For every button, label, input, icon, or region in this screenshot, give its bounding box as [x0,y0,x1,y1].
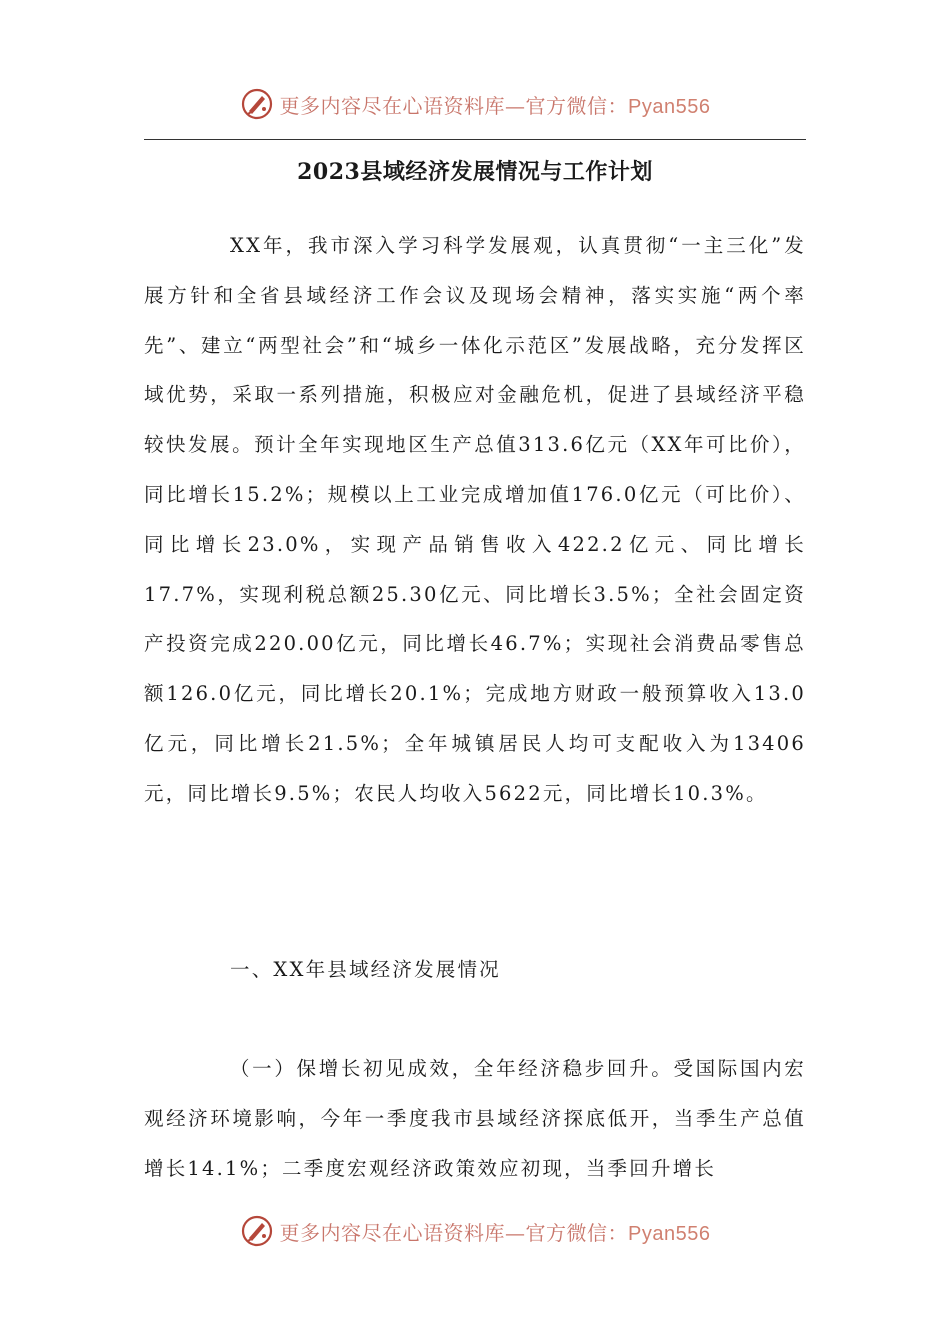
watermark-account: Pyan556 [628,1222,711,1245]
section-heading: 一、XX年县域经济发展情况 [230,958,501,981]
section-paragraph: （一）保增长初见成效，全年经济稳步回升。受国际国内宏观经济环境影响，今年一季度我市县域经济探底低开，当季生产总值增长14.1%；二季度宏观经济政策效应初现，当季回升增长 [144,1057,806,1180]
intro-paragraph: XX年，我市深入学习科学发展观，认真贯彻“一主三化”发展方针和全省县域经济工作会议及现场会精神，落实实施“两个率先”、建立“两型社会”和“城乡一体化示范区”发展战略，充分发挥区域优势，采取一系列措施，积极应对金融危机，促进了县域经济平稳较快发展。预计全年实现地区生产总值313.6亿元（XX年可比价），同比增长15.2%；规模以上工业完成增加值176.0亿元（可比价）、同比增长23.0%，实现产品销售收入422.2亿元、同比增长17.7%，实现利税总额25.30亿元、同比增长3.5%；全社会固定资产投资完成220.00亿元，同比增长46.7%；实现社会消费品零售总额126.0亿元，同比增长20.1%；完成地方财政一般预算收入13.0亿元，同比增长21.5%；全年城镇居民人均可支配收入为13406元，同比增长9.5%；农民人均收入5622元，同比增长10.3%。 [144,234,806,805]
header-divider [144,139,806,140]
watermark-separator: — [505,1220,526,1245]
pen-circle-logo-icon [240,1214,274,1248]
pen-circle-logo-icon [240,87,274,121]
watermark-separator: — [505,93,526,118]
watermark-account: Pyan556 [628,95,711,118]
watermark-label: 官方微信： [525,93,629,118]
document-title: 2023县域经济发展情况与工作计划 [297,159,653,185]
watermark-text: 更多内容尽在心语资料库 [279,93,506,118]
footer-watermark [0,1211,950,1251]
watermark-label: 官方微信： [525,1220,629,1245]
watermark-text: 更多内容尽在心语资料库 [279,1220,506,1245]
header-watermark [0,84,950,124]
